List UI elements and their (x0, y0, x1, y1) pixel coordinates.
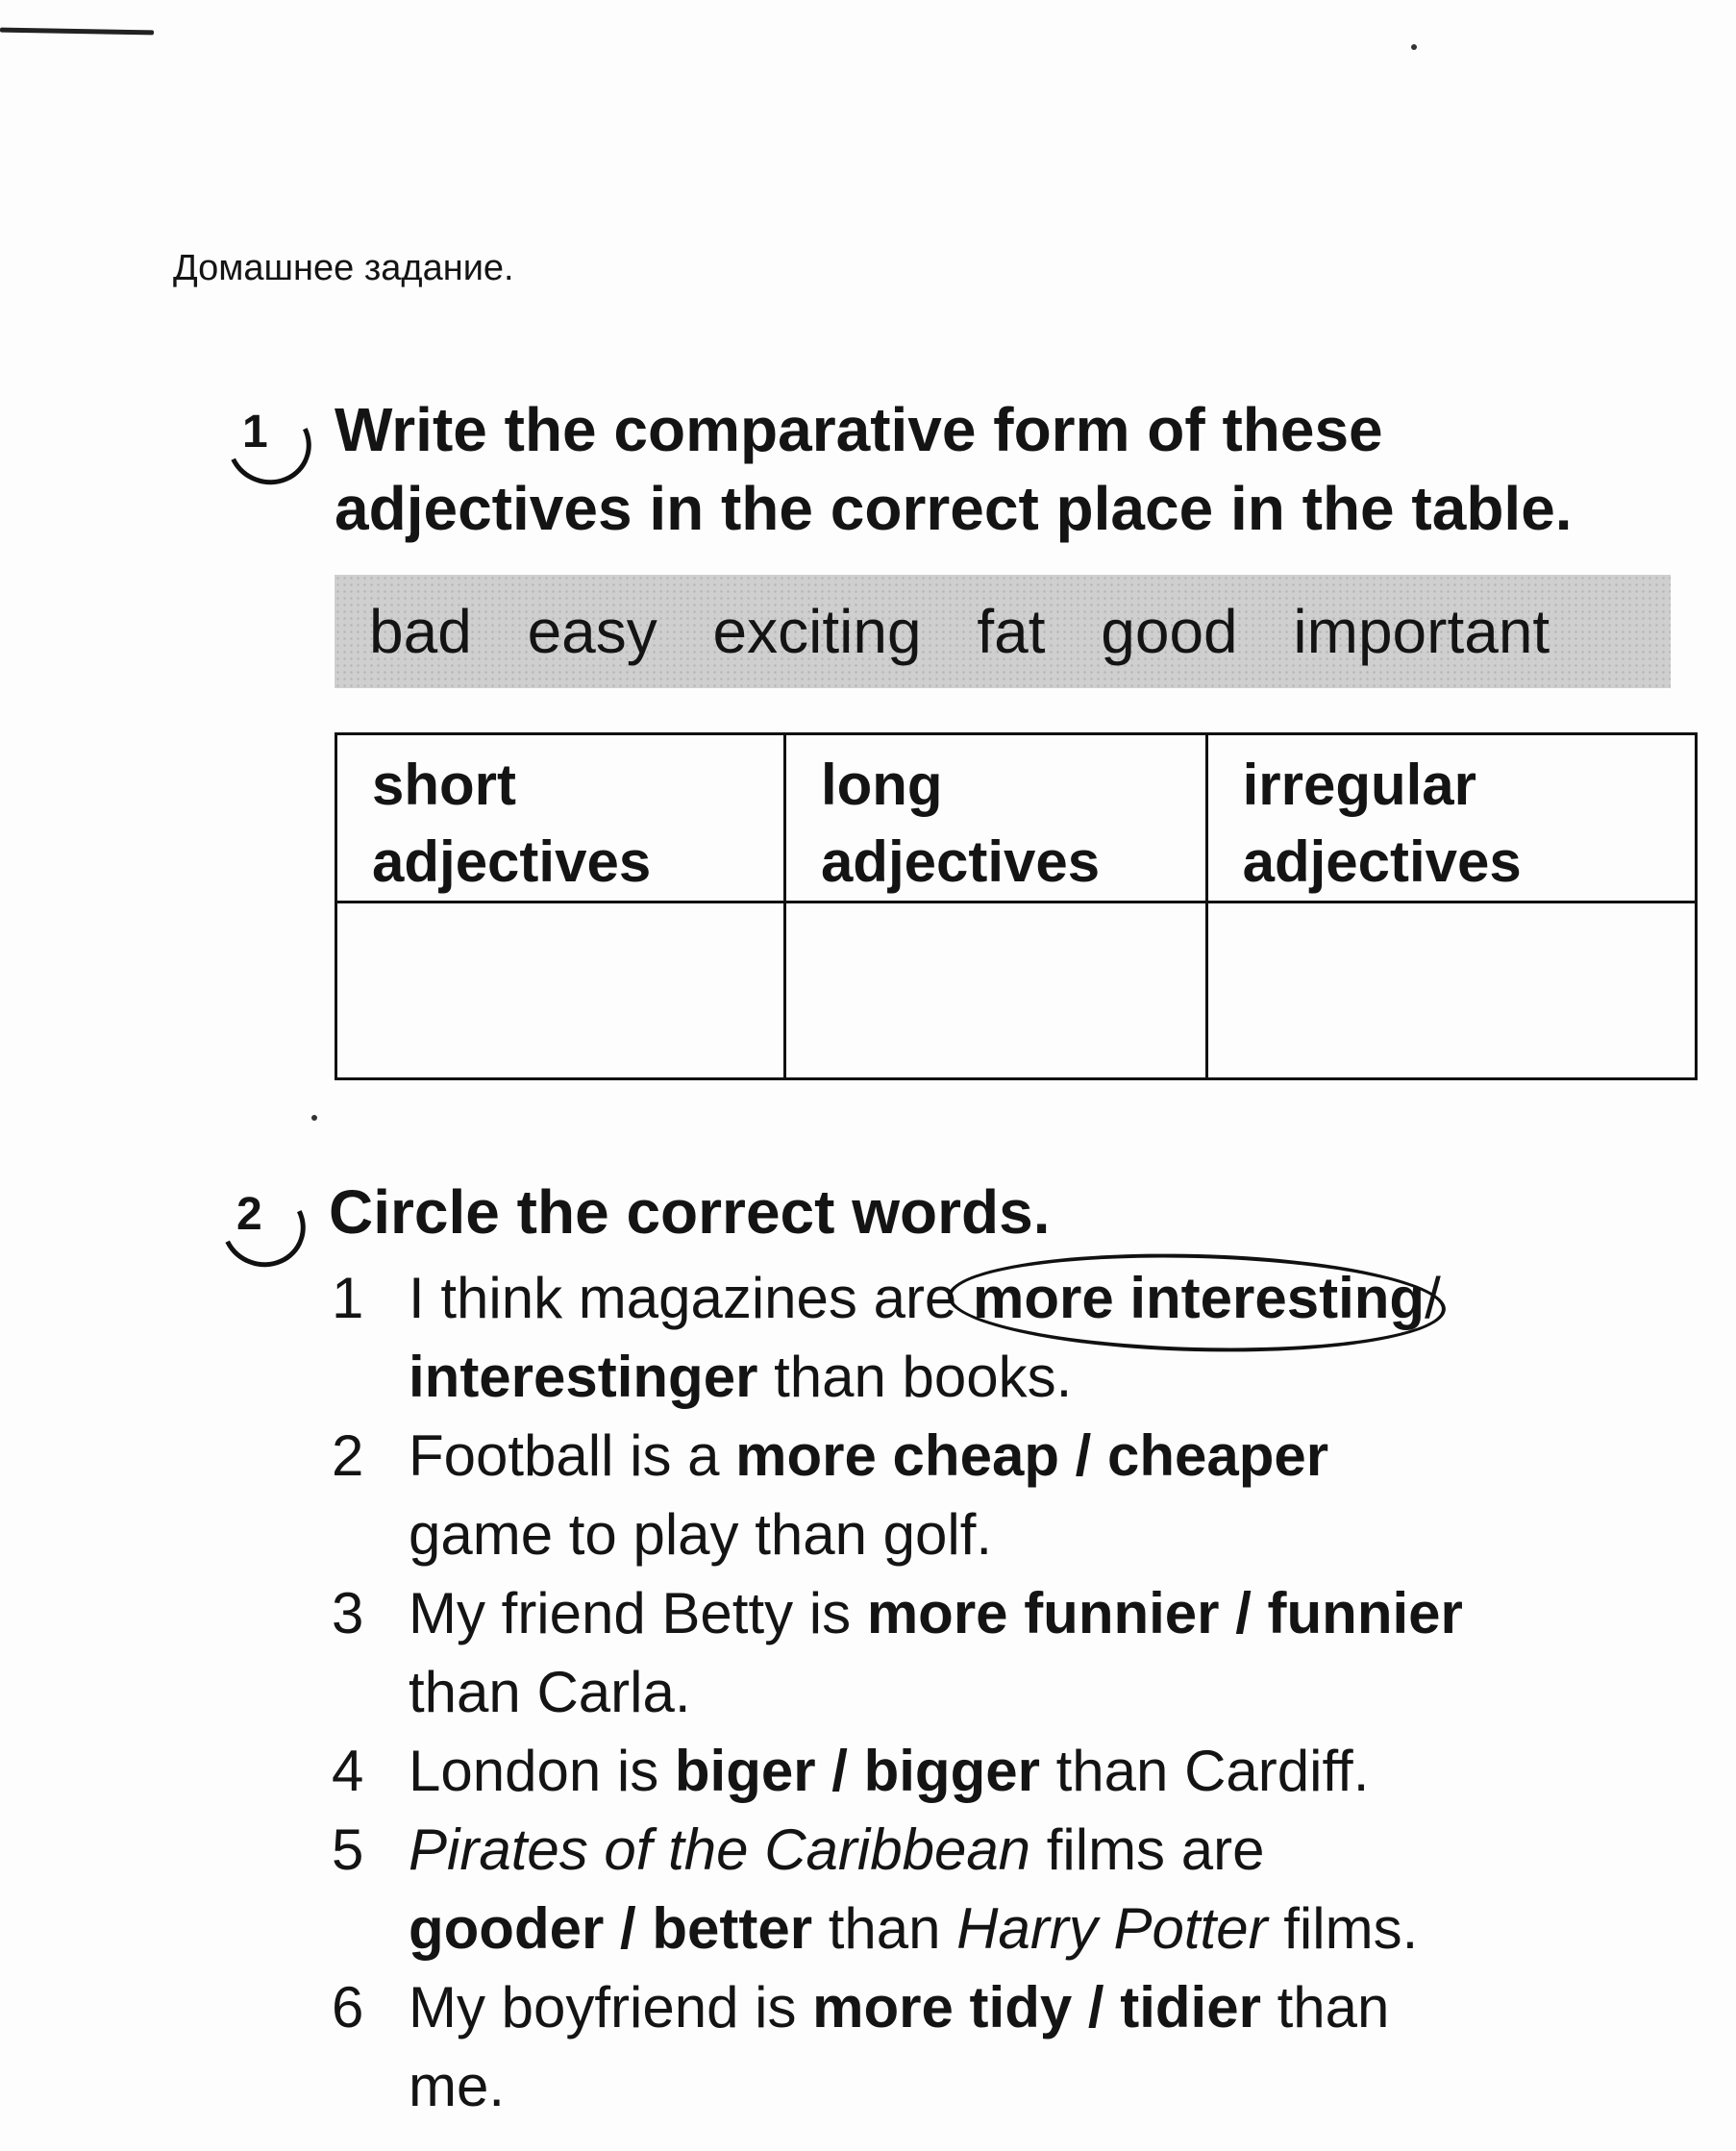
option[interactable]: better (652, 1896, 813, 1961)
table-header-row (336, 734, 1697, 902)
column-header-long: long adjectives (784, 734, 1206, 902)
option[interactable]: more tidy (812, 1975, 1073, 2040)
list-item: 5 Pirates of the Caribbean films are gooder / better than Harry Potter films. (332, 1817, 1419, 1961)
word-bank-item: bad (369, 597, 472, 666)
word-bank-item: good (1101, 597, 1238, 666)
column-header-short: short adjectives (336, 734, 785, 902)
option[interactable]: gooder (409, 1896, 605, 1961)
list-item: 3 My friend Betty is more funnier / funnier than Carla. (332, 1581, 1463, 1724)
word-bank-item: fat (977, 597, 1046, 666)
word-bank (335, 575, 1671, 688)
exercise-1-instruction: Write the comparative form of these adjectives in the correct place in the table. (335, 395, 1573, 543)
scan-speck (311, 1115, 317, 1121)
table-answer-row (336, 902, 1697, 1079)
option[interactable]: biger (674, 1739, 816, 1803)
exercise-2-number: 2 (236, 1192, 262, 1238)
exercise-1-number: 1 (242, 409, 268, 456)
exercise-number-arc-icon (210, 1174, 316, 1278)
answer-cell-irregular[interactable] (1206, 902, 1696, 1079)
option[interactable]: more cheap (735, 1423, 1059, 1488)
homework-title: Домашнее задание. (173, 248, 514, 288)
list-item: 6 My boyfriend is more tidy / tidier than me. (332, 1975, 1390, 2118)
exercise-2-instruction: Circle the correct words. (329, 1177, 1051, 1247)
answer-cell-short[interactable] (336, 902, 785, 1079)
answer-cell-long[interactable] (784, 902, 1206, 1079)
exercise-2-items (332, 1259, 1697, 2126)
word-bank-item: exciting (712, 597, 922, 666)
column-header-irregular: irregular adjectives (1206, 734, 1696, 902)
circled-answer[interactable]: more interesting (972, 1266, 1426, 1330)
option[interactable]: cheaper (1106, 1423, 1329, 1488)
option[interactable]: bigger (863, 1739, 1040, 1803)
word-bank-item: easy (527, 597, 657, 666)
option[interactable]: interestinger (409, 1345, 758, 1409)
exercise-number-arc-icon (215, 391, 322, 496)
option[interactable]: funnier (1267, 1581, 1463, 1645)
list-item: 1 I think magazines are more interesting/ interestinger than books. (332, 1266, 1441, 1409)
scan-speck (1411, 44, 1417, 50)
list-item: 2 Football is a more cheap / cheaper game to play than golf. (332, 1423, 1329, 1567)
adjectives-table (335, 732, 1698, 1080)
scan-artifact-line (0, 28, 154, 36)
option[interactable]: tidier (1120, 1975, 1261, 2040)
word-bank-item: important (1293, 597, 1550, 666)
list-item: 4 London is biger / bigger than Cardiff. (332, 1739, 1370, 1803)
option[interactable]: more funnier (866, 1581, 1220, 1645)
